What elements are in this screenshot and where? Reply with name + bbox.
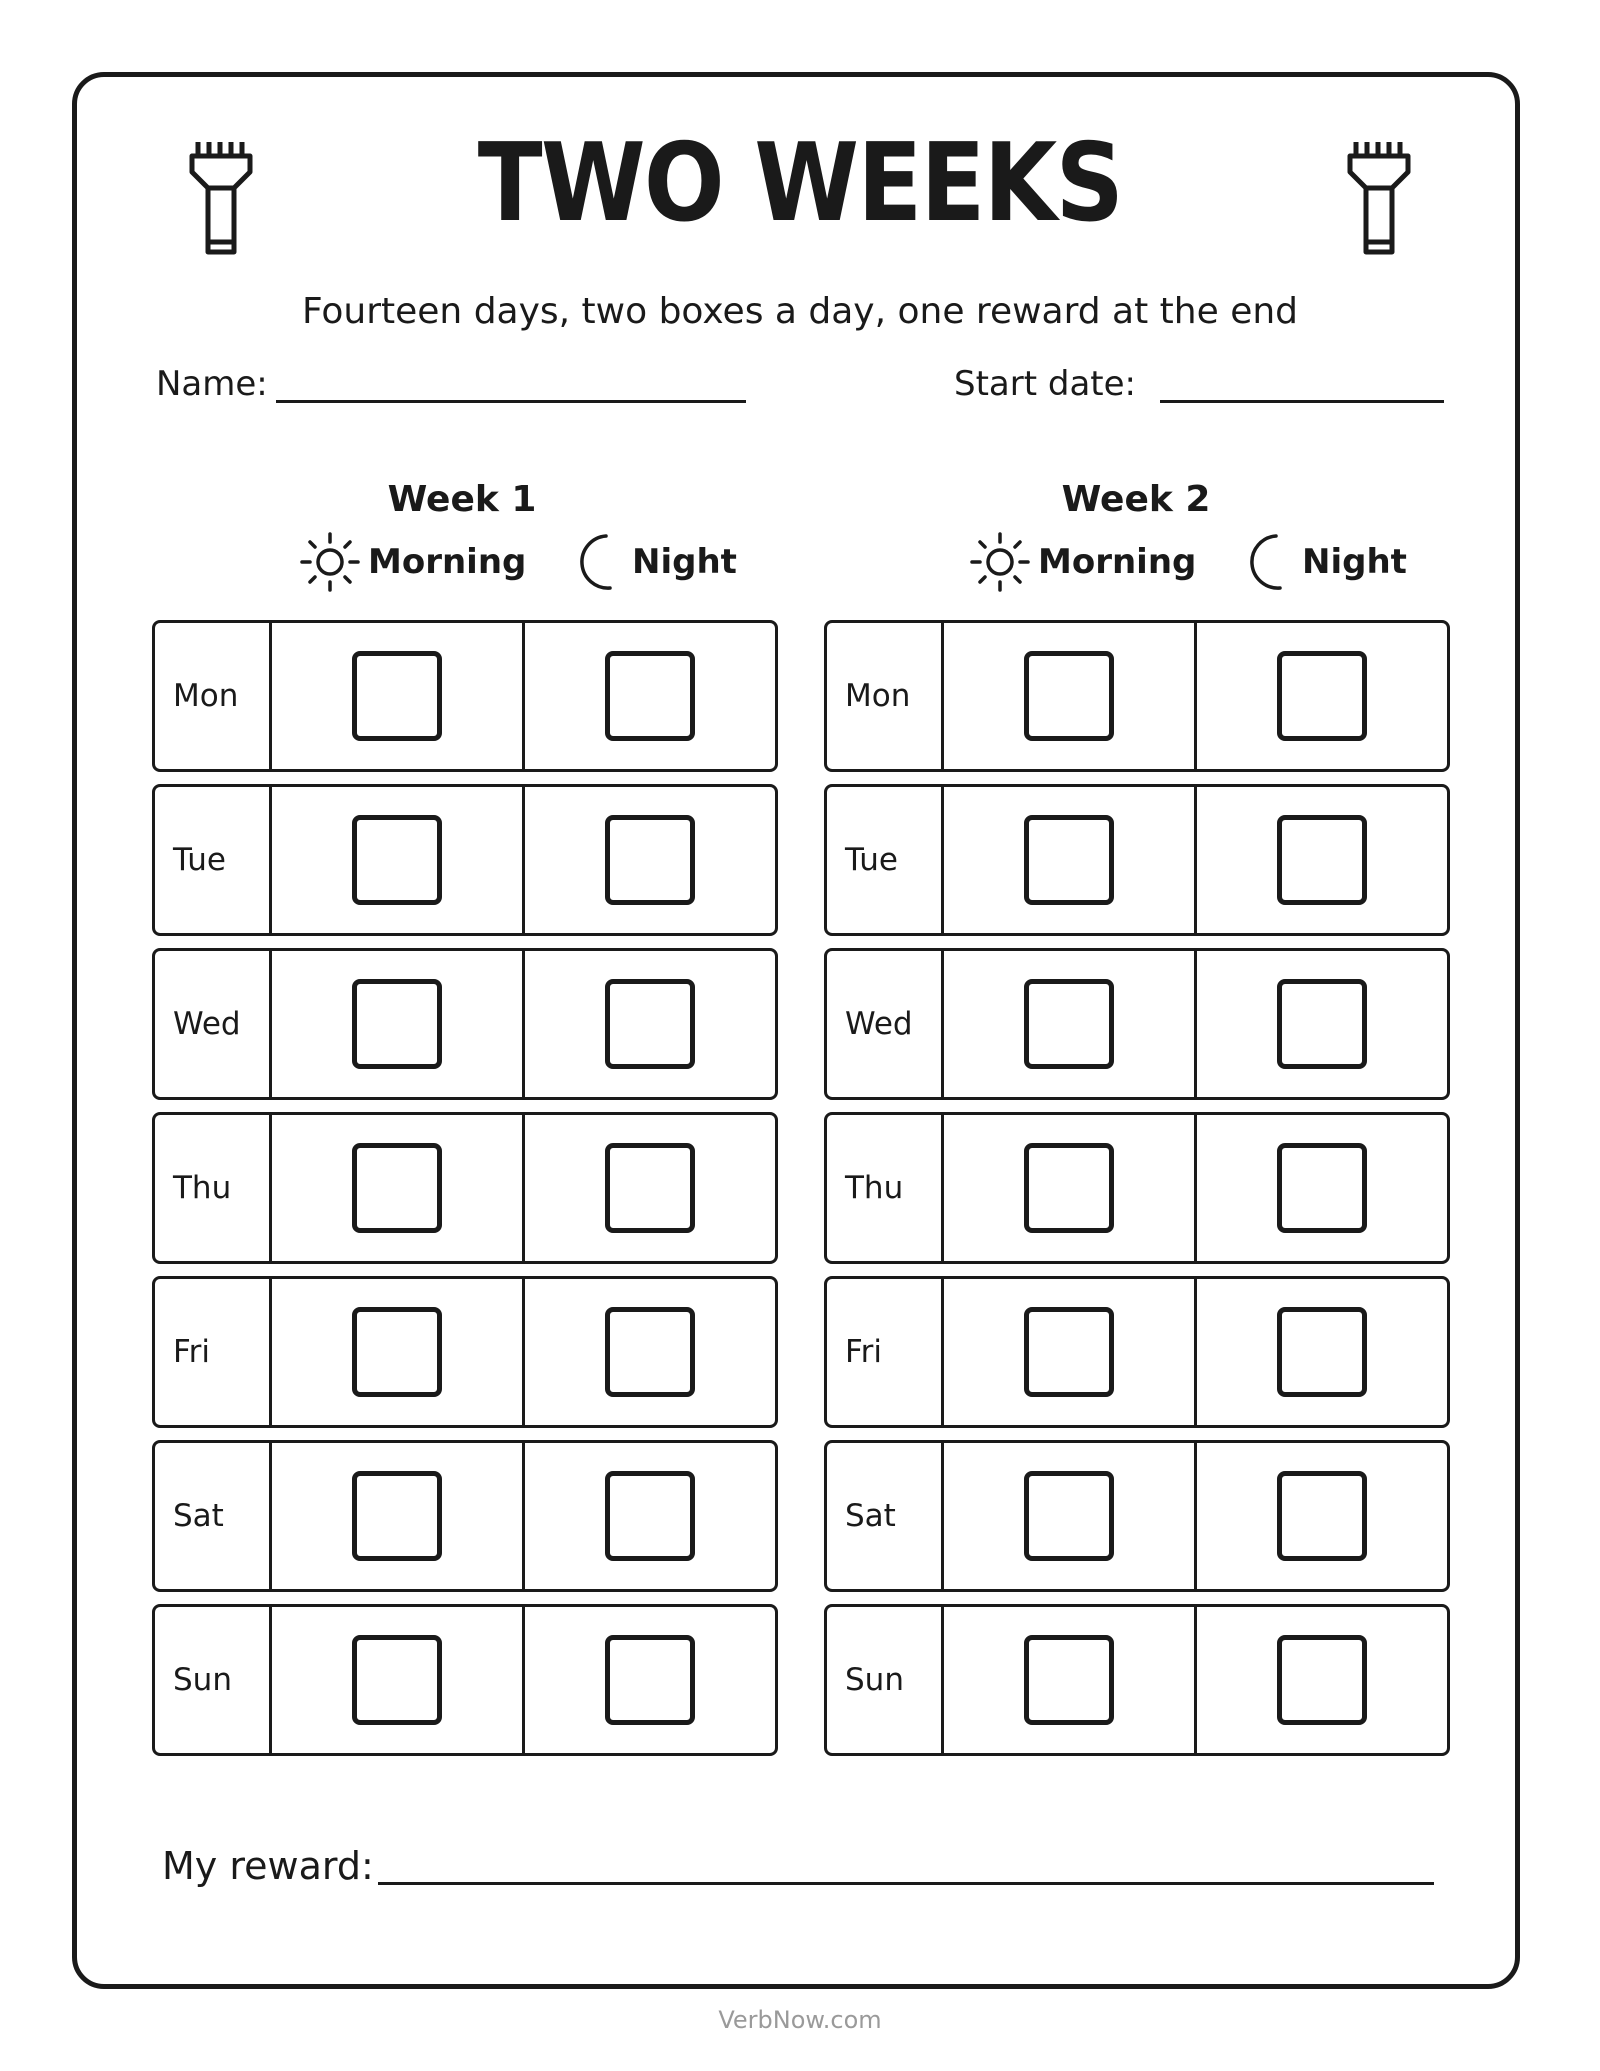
morning-checkbox[interactable] (352, 1307, 442, 1397)
morning-checkbox[interactable] (1024, 979, 1114, 1069)
week-2-grid (824, 620, 1450, 1768)
day-label: Tue (155, 787, 272, 933)
morning-checkbox[interactable] (352, 1635, 442, 1725)
morning-checkbox[interactable] (1024, 1307, 1114, 1397)
week-2-heading: Week 2 (1061, 479, 1211, 520)
morning-checkbox[interactable] (352, 815, 442, 905)
night-checkbox[interactable] (605, 1635, 695, 1725)
morning-cell (944, 1443, 1197, 1589)
day-label: Sat (155, 1443, 272, 1589)
night-checkbox[interactable] (1277, 1143, 1367, 1233)
day-label: Tue (827, 787, 944, 933)
night-checkbox[interactable] (605, 815, 695, 905)
morning-cell (944, 1279, 1197, 1425)
morning-cell (272, 1607, 525, 1753)
morning-cell (272, 1115, 525, 1261)
reward-label: My reward: (162, 1844, 374, 1888)
day-row (152, 1604, 778, 1756)
day-row (824, 620, 1450, 772)
day-row (152, 1276, 778, 1428)
night-checkbox[interactable] (1277, 1471, 1367, 1561)
day-row (824, 948, 1450, 1100)
sun-icon (968, 530, 1032, 594)
morning-cell (272, 1279, 525, 1425)
reward-field[interactable] (378, 1882, 1434, 1885)
night-cell (1197, 1443, 1447, 1589)
night-cell (1197, 1279, 1447, 1425)
night-cell (525, 1607, 775, 1753)
day-row (152, 1112, 778, 1264)
legend-night (566, 532, 737, 592)
day-label: Wed (827, 951, 944, 1097)
legend-night (1236, 532, 1407, 592)
morning-checkbox[interactable] (352, 651, 442, 741)
morning-cell (272, 951, 525, 1097)
day-row (824, 1604, 1450, 1756)
morning-checkbox[interactable] (352, 1143, 442, 1233)
sun-icon (298, 530, 362, 594)
day-label: Sun (155, 1607, 272, 1753)
morning-cell (944, 951, 1197, 1097)
morning-cell (272, 787, 525, 933)
day-label: Mon (155, 623, 272, 769)
night-cell (1197, 787, 1447, 933)
night-cell (1197, 951, 1447, 1097)
night-checkbox[interactable] (605, 1307, 695, 1397)
day-label: Wed (155, 951, 272, 1097)
night-checkbox[interactable] (1277, 979, 1367, 1069)
morning-cell (944, 787, 1197, 933)
day-row (152, 1440, 778, 1592)
moon-icon (1236, 530, 1296, 594)
legend-morning (298, 532, 526, 592)
night-cell (1197, 1115, 1447, 1261)
night-cell (525, 787, 775, 933)
morning-checkbox[interactable] (1024, 651, 1114, 741)
moon-icon (566, 530, 626, 594)
day-row (824, 784, 1450, 936)
morning-checkbox[interactable] (1024, 1471, 1114, 1561)
night-checkbox[interactable] (1277, 815, 1367, 905)
night-checkbox[interactable] (605, 1471, 695, 1561)
day-row (152, 620, 778, 772)
day-row (824, 1440, 1450, 1592)
day-label: Thu (827, 1115, 944, 1261)
start-date-field[interactable] (1160, 400, 1444, 403)
name-label: Name: (156, 364, 268, 404)
day-row (152, 784, 778, 936)
day-label: Sat (827, 1443, 944, 1589)
night-cell (525, 623, 775, 769)
day-row (824, 1276, 1450, 1428)
night-cell (1197, 1607, 1447, 1753)
start-date-label: Start date: (954, 364, 1136, 404)
morning-checkbox[interactable] (1024, 815, 1114, 905)
night-checkbox[interactable] (605, 1143, 695, 1233)
night-cell (1197, 623, 1447, 769)
morning-cell (272, 623, 525, 769)
week-1-heading: Week 1 (387, 479, 537, 520)
legend-morning-label: Morning (368, 542, 527, 582)
morning-checkbox[interactable] (352, 1471, 442, 1561)
day-label: Sun (827, 1607, 944, 1753)
morning-cell (944, 1115, 1197, 1261)
footer-credit: VerbNow.com (718, 2006, 882, 2034)
page-title: TWO WEEKS (477, 121, 1123, 246)
night-checkbox[interactable] (1277, 1635, 1367, 1725)
morning-cell (944, 623, 1197, 769)
night-cell (525, 1279, 775, 1425)
night-checkbox[interactable] (605, 651, 695, 741)
legend-morning (968, 532, 1196, 592)
day-label: Mon (827, 623, 944, 769)
legend-night-label: Night (1302, 542, 1407, 582)
night-cell (525, 951, 775, 1097)
morning-checkbox[interactable] (1024, 1635, 1114, 1725)
legend-night-label: Night (632, 542, 737, 582)
night-checkbox[interactable] (605, 979, 695, 1069)
day-label: Thu (155, 1115, 272, 1261)
day-label: Fri (155, 1279, 272, 1425)
night-checkbox[interactable] (1277, 651, 1367, 741)
night-cell (525, 1443, 775, 1589)
day-row (152, 948, 778, 1100)
page-subtitle: Fourteen days, two boxes a day, one reward at the end (301, 291, 1299, 332)
morning-checkbox[interactable] (1024, 1143, 1114, 1233)
day-row (824, 1112, 1450, 1264)
morning-cell (944, 1607, 1197, 1753)
morning-cell (272, 1443, 525, 1589)
morning-checkbox[interactable] (352, 979, 442, 1069)
day-label: Fri (827, 1279, 944, 1425)
name-field[interactable] (276, 400, 746, 403)
night-cell (525, 1115, 775, 1261)
night-checkbox[interactable] (1277, 1307, 1367, 1397)
legend-morning-label: Morning (1038, 542, 1197, 582)
week-1-grid (152, 620, 778, 1768)
